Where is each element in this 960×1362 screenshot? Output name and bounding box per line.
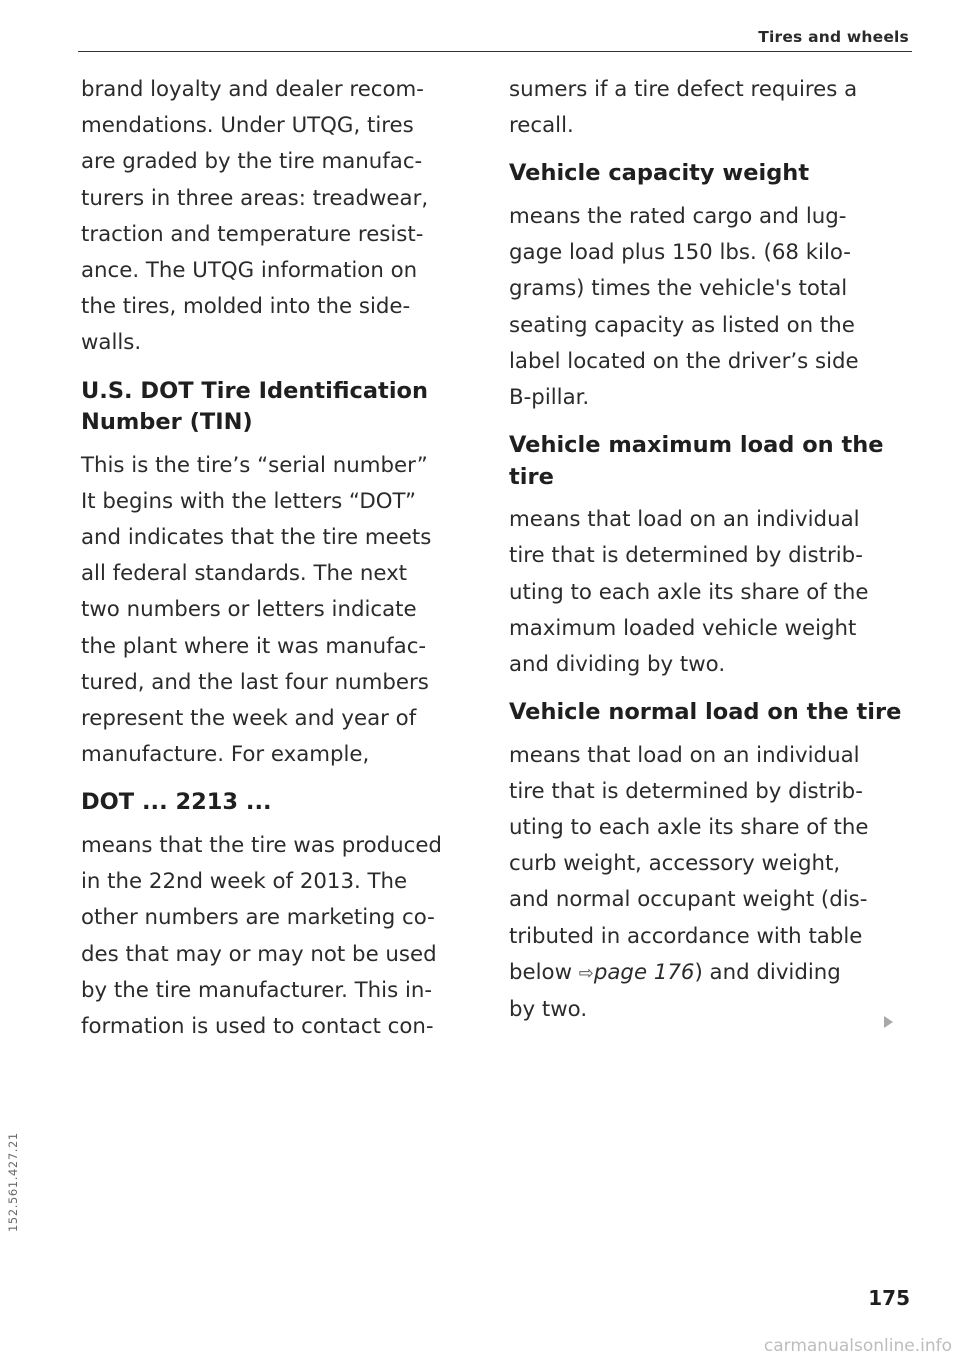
text-fragment: ) and dividing <box>694 959 841 985</box>
heading-vehicle-capacity-weight <box>509 158 904 190</box>
text-line: means that load on an individual <box>509 742 860 768</box>
heading-line: U.S. DOT Tire Identification <box>81 377 429 404</box>
text-line: are graded by the tire manufac- <box>81 149 423 175</box>
text-line: brand loyalty and dealer recom- <box>81 77 424 102</box>
text-line: formation is used to contact con- <box>81 1013 434 1039</box>
text-line: grams) times the vehicle's total <box>509 276 848 302</box>
heading-line: Vehicle normal load on the tire <box>509 699 902 726</box>
arrow-right-icon: ⇨ <box>578 962 594 984</box>
text-line: means that the tire was produced <box>81 832 442 858</box>
heading-line: Vehicle capacity weight <box>509 160 810 187</box>
text-line: represent the week and year of <box>81 706 417 732</box>
heading-vehicle-maximum-load <box>509 430 904 493</box>
text-line: and dividing by two. <box>509 651 726 677</box>
text-line: walls. <box>81 330 142 356</box>
paragraph-recall <box>509 72 904 144</box>
paragraph-normal-load <box>509 738 904 1029</box>
text-line: by two. <box>509 997 588 1023</box>
text-line: tire that is determined by distrib- <box>509 778 863 804</box>
heading-line: Number (TIN) <box>81 409 253 436</box>
text-line: and normal occupant weight (dis- <box>509 887 868 913</box>
text-line: gage load plus 150 lbs. (68 kilo- <box>509 240 851 266</box>
text-line: uting to each axle its share of the <box>509 815 869 841</box>
paragraph-maximum-load <box>509 502 904 683</box>
text-line: turers in three areas: treadwear, <box>81 185 429 211</box>
text-line: mendations. Under UTQG, tires <box>81 113 414 139</box>
text-line: uting to each axle its share of the <box>509 579 869 605</box>
text-line: sumers if a tire defect requires a <box>509 77 858 102</box>
text-line: the plant where it was manufac- <box>81 633 427 659</box>
text-line: maximum loaded vehicle weight <box>509 615 857 641</box>
paragraph-capacity-weight <box>509 199 904 416</box>
heading-line: tire <box>509 463 554 490</box>
text-line: by the tire manufacturer. This in- <box>81 977 433 1003</box>
paragraph-dot-explanation <box>81 828 473 1045</box>
text-line: label located on the driver’s side <box>509 348 859 374</box>
text-line: des that may or may not be used <box>81 941 437 967</box>
text-line: It begins with the letters “DOT” <box>81 488 417 514</box>
text-line: B-pillar. <box>509 384 590 410</box>
text-line-with-reference <box>509 955 904 992</box>
text-line: ance. The UTQG information on <box>81 258 418 284</box>
heading-line: Vehicle maximum load on the <box>509 432 884 459</box>
text-line: the tires, molded into the side- <box>81 294 411 320</box>
text-line: and indicates that the tire meets <box>81 525 432 551</box>
text-line: curb weight, accessory weight, <box>509 851 841 877</box>
text-line: traction and temperature resist- <box>81 221 424 247</box>
text-line: means the rated cargo and lug- <box>509 203 847 229</box>
text-line: tured, and the last four numbers <box>81 669 429 695</box>
text-line: tributed in accordance with table <box>509 923 863 949</box>
continue-triangle-icon <box>884 1016 893 1028</box>
heading-dot-tin <box>81 376 473 439</box>
text-fragment: below <box>509 959 579 985</box>
left-column <box>81 72 473 1045</box>
watermark: carmanualsonline.info <box>763 1336 952 1356</box>
heading-vehicle-normal-load <box>509 697 904 729</box>
page-reference-link[interactable]: page 176 <box>593 959 695 985</box>
text-line: two numbers or letters indicate <box>81 597 417 623</box>
heading-dot-example <box>81 787 473 819</box>
page-number: 175 <box>868 1286 910 1310</box>
text-line: in the 22nd week of 2013. The <box>81 869 408 895</box>
heading-line: DOT ... 2213 ... <box>81 789 272 816</box>
text-line: means that load on an individual <box>509 507 860 533</box>
text-line: This is the tire’s “serial number” <box>81 452 428 478</box>
text-line: tire that is determined by distrib- <box>509 543 863 569</box>
header-rule <box>78 51 912 52</box>
text-line: seating capacity as listed on the <box>509 312 855 338</box>
text-line: recall. <box>509 113 574 139</box>
text-line: other numbers are marketing co- <box>81 905 435 931</box>
paragraph-serial-number <box>81 448 473 774</box>
margin-code: 152.561.427.21 <box>6 1132 20 1232</box>
paragraph-utqg <box>81 72 473 362</box>
text-line: manufacture. For example, <box>81 742 370 768</box>
right-column <box>509 72 904 1028</box>
section-title: Tires and wheels <box>758 28 909 46</box>
text-line: all federal standards. The next <box>81 561 408 587</box>
